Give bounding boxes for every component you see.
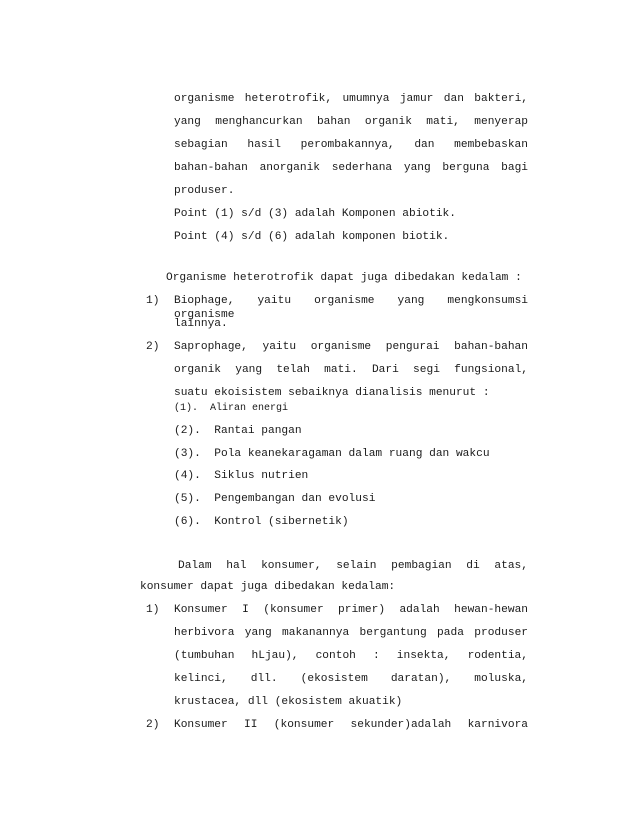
- list-item-line: Konsumer II (konsumer sekunder)adalah karnivora: [174, 719, 528, 731]
- list-item-line: (tumbuhan hLjau), contoh : insekta, rodentia,: [174, 650, 528, 662]
- list-item-line: kelinci, dll. (ekosistem daratan), moluska,: [174, 673, 528, 685]
- list-item-line: Biophage, yaitu organisme yang mengkonsumsi organisme: [174, 295, 528, 321]
- list-item-line: Konsumer I (konsumer primer) adalah hewan-hewan: [174, 604, 528, 616]
- list-item-line: lainnya.: [174, 318, 228, 330]
- list-item-line: organik yang telah mati. Dari segi fungsional,: [174, 364, 528, 376]
- sublist-item: (6). Kontrol (sibernetik): [174, 516, 349, 528]
- list-item-line: krustacea, dll (ekosistem akuatik): [174, 696, 403, 708]
- sublist-item: (1). Aliran energi: [174, 403, 289, 414]
- list-item-line: suatu ekoisistem sebaiknya dianalisis menurut :: [174, 387, 490, 399]
- list-number: 1): [146, 295, 160, 307]
- sublist-item: (4). Siklus nutrien: [174, 470, 309, 482]
- paragraph-line: Dalam hal konsumer, selain pembagian di atas,: [178, 560, 528, 572]
- sublist-item: (2). Rantai pangan: [174, 425, 302, 437]
- list-item-line: herbivora yang makanannya bergantung pada produser: [174, 627, 528, 639]
- text-line: Point (4) s/d (6) adalah komponen biotik.: [174, 231, 450, 243]
- list-number: 2): [146, 341, 160, 353]
- sublist-item: (5). Pengembangan dan evolusi: [174, 493, 376, 505]
- list-item-line: Saprophage, yaitu organisme pengurai bahan-bahan: [174, 341, 528, 353]
- paragraph-intro: Organisme heterotrofik dapat juga dibedakan kedalam :: [166, 272, 522, 284]
- text-line: bahan-bahan anorganik sederhana yang berguna bagi: [174, 162, 528, 174]
- list-number: 1): [146, 604, 160, 616]
- text-line: organisme heterotrofik, umumnya jamur dan bakteri,: [174, 93, 528, 105]
- sublist-item: (3). Pola keanekaragaman dalam ruang dan wakcu: [174, 448, 490, 460]
- paragraph-line: konsumer dapat juga dibedakan kedalam:: [140, 581, 396, 593]
- text-line: sebagian hasil perombakannya, dan membebaskan: [174, 139, 528, 151]
- text-line: produser.: [174, 185, 235, 197]
- text-line: yang menghancurkan bahan organik mati, menyerap: [174, 116, 528, 128]
- text-line: Point (1) s/d (3) adalah Komponen abiotik.: [174, 208, 456, 220]
- list-number: 2): [146, 719, 160, 731]
